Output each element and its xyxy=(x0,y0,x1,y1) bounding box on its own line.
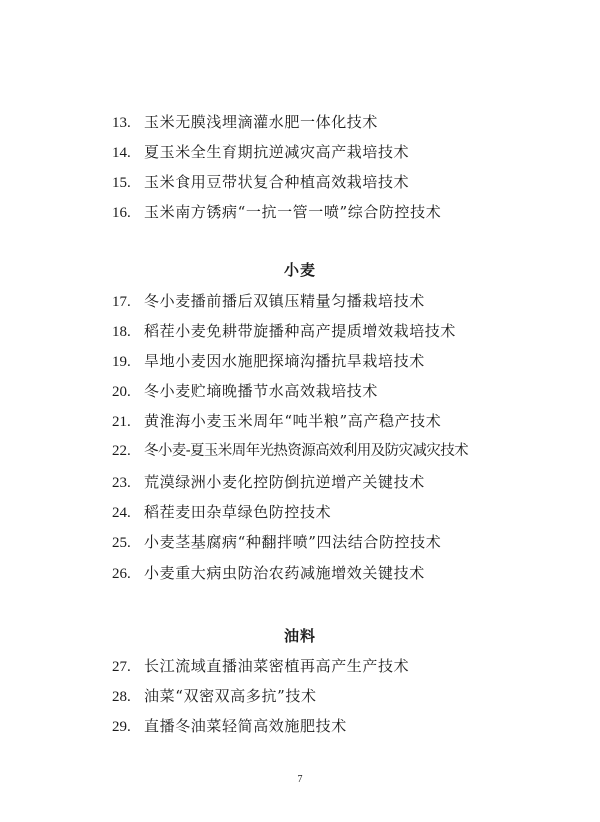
item-number: 22. xyxy=(112,443,131,459)
list-item xyxy=(112,110,572,134)
list-item xyxy=(112,379,572,403)
item-number: 16. xyxy=(112,205,131,221)
item-number: 18. xyxy=(112,324,131,340)
item-number: 14. xyxy=(112,145,131,161)
item-number: 29. xyxy=(112,719,131,735)
item-number: 17. xyxy=(112,294,131,310)
list-item xyxy=(112,319,572,343)
item-text: 冬小麦贮墒晚播节水高效栽培技术 xyxy=(144,382,379,400)
section-heading-wheat: 小麦 xyxy=(283,261,316,279)
list-item xyxy=(112,349,572,373)
item-text: 玉米食用豆带状复合种植高效栽培技术 xyxy=(144,173,410,191)
list-item xyxy=(112,409,572,433)
item-text: 稻茬麦田杂草绿色防控技术 xyxy=(144,503,332,521)
item-number: 27. xyxy=(112,659,131,675)
item-number: 21. xyxy=(112,414,131,430)
list-item xyxy=(112,714,572,738)
item-text: 小麦茎基腐病“种翻拌喷”四法结合防控技术 xyxy=(144,533,442,551)
item-number: 28. xyxy=(112,689,131,705)
item-number: 24. xyxy=(112,505,131,521)
item-number: 13. xyxy=(112,115,131,131)
item-text: 冬小麦播前播后双镇压精量匀播栽培技术 xyxy=(144,292,425,310)
item-text: 玉米南方锈病“一抗一管一喷”综合防控技术 xyxy=(144,203,442,221)
list-item xyxy=(112,561,572,585)
list-item xyxy=(112,654,572,678)
item-text: 直播冬油菜轻简高效施肥技术 xyxy=(144,717,347,735)
item-text: 荒漠绿洲小麦化控防倒抗逆增产关键技术 xyxy=(144,473,425,491)
list-item xyxy=(112,170,572,194)
item-text: 长江流域直播油菜密植再高产生产技术 xyxy=(144,657,410,675)
list-item xyxy=(112,684,572,708)
item-number: 15. xyxy=(112,175,131,191)
item-number: 19. xyxy=(112,354,131,370)
page-number: 7 xyxy=(297,774,303,785)
item-number: 25. xyxy=(112,535,131,551)
list-item xyxy=(112,140,572,164)
section-heading-oilseed: 油料 xyxy=(283,627,316,645)
item-text: 旱地小麦因水施肥探墒沟播抗旱栽培技术 xyxy=(144,352,425,370)
item-text: 油菜“双密双高多抗”技术 xyxy=(144,687,317,705)
item-text: 稻茬小麦免耕带旋播种高产提质增效栽培技术 xyxy=(144,322,457,340)
item-number: 23. xyxy=(112,475,131,491)
item-text: 冬小麦-夏玉米周年光热资源高效利用及防灾减灾技术 xyxy=(144,443,468,459)
list-item xyxy=(112,530,572,554)
item-text: 夏玉米全生育期抗逆减灾高产栽培技术 xyxy=(144,143,410,161)
item-text: 黄淮海小麦玉米周年“吨半粮”高产稳产技术 xyxy=(144,412,442,430)
list-item xyxy=(112,439,572,463)
list-item xyxy=(112,289,572,313)
list-item xyxy=(112,470,572,494)
item-number: 26. xyxy=(112,566,131,582)
item-number: 20. xyxy=(112,384,131,400)
list-item xyxy=(112,500,572,524)
list-item xyxy=(112,200,572,224)
item-text: 玉米无膜浅埋滴灌水肥一体化技术 xyxy=(144,113,379,131)
item-text: 小麦重大病虫防治农药减施增效关键技术 xyxy=(144,564,425,582)
